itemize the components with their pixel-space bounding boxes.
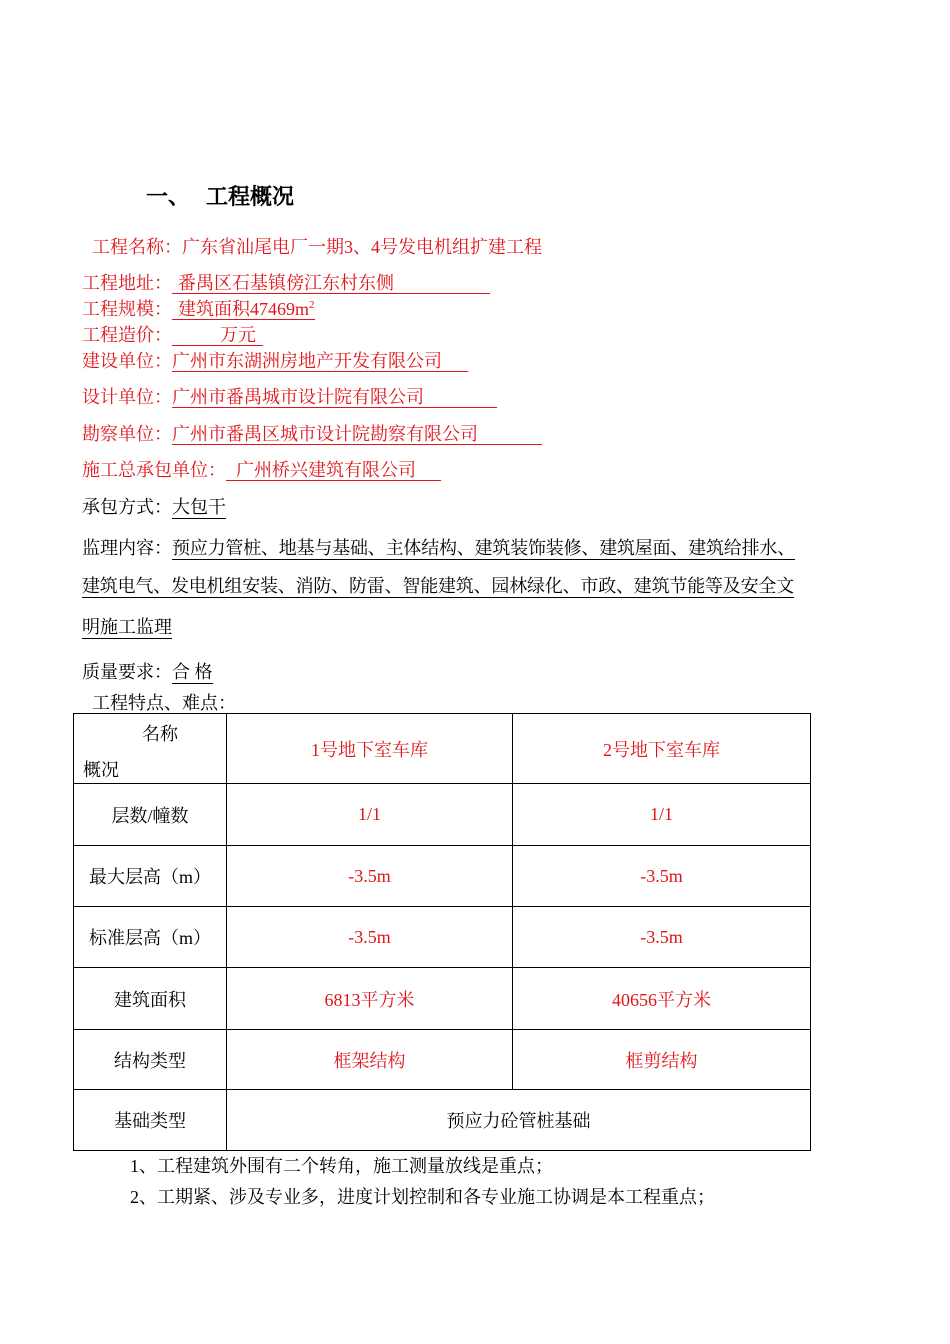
row-value-1: 6813平方米 [227, 968, 513, 1030]
row-value-1: -3.5m [227, 846, 513, 907]
contractor-label: 施工总承包单位： [82, 460, 226, 480]
project-name-value: 广东省汕尾电厂一期3、4号发电机组扩建工程 [182, 237, 542, 257]
designer-line [82, 383, 497, 409]
corner-top-label: 名称 [142, 724, 178, 744]
supervision-text-1: 预应力管桩、地基与基础、主体结构、建筑装饰装修、建筑屋面、建筑给排水、 [172, 538, 795, 558]
project-name-line [92, 233, 542, 259]
table-header-row [74, 714, 811, 784]
row-label: 结构类型 [74, 1030, 227, 1090]
project-address-line [82, 269, 490, 295]
owner-label: 建设单位： [82, 351, 172, 371]
note-item: 2、工期紧、涉及专业多，进度计划控制和各专业施工协调是本工程重点； [130, 1187, 715, 1207]
surveyor-value: 广州市番禺区城市设计院勘察有限公司 [172, 424, 478, 444]
project-scale-sup: 2 [309, 299, 315, 311]
foundation-label: 基础类型 [74, 1090, 227, 1151]
project-address-label: 工程地址： [82, 273, 172, 293]
project-scale-line [82, 295, 315, 321]
contractor-value: 广州桥兴建筑有限公司 [236, 460, 416, 480]
row-value-2: -3.5m [513, 907, 811, 968]
contractor-line [82, 456, 441, 482]
row-value-1: -3.5m [227, 907, 513, 968]
owner-value: 广州市东湖洲房地产开发有限公司 [172, 351, 442, 371]
section-number: 一、 [146, 185, 191, 210]
contract-mode-label: 承包方式： [82, 497, 172, 517]
owner-line [82, 347, 468, 373]
row-value-2: 1/1 [513, 784, 811, 846]
corner-bottom-label: 概况 [83, 760, 119, 780]
supervision-text-2: 建筑电气、发电机组安装、消防、防雷、智能建筑、园林绿化、市政、建筑节能等及安全文 [82, 576, 794, 596]
supervision-line-2 [82, 575, 794, 598]
foundation-value: 预应力砼管桩基础 [227, 1090, 811, 1151]
project-scale-label: 工程规模： [82, 299, 172, 319]
row-value-1: 框架结构 [227, 1030, 513, 1090]
row-value-1: 1/1 [227, 784, 513, 846]
note-item: 1、工程建筑外围有二个转角，施工测量放线是重点； [130, 1156, 553, 1176]
designer-label: 设计单位： [82, 387, 172, 407]
project-name-label: 工程名称： [92, 237, 182, 257]
table-row [74, 968, 811, 1030]
project-cost-line [82, 321, 263, 347]
quality-label: 质量要求： [82, 662, 172, 682]
supervision-label: 监理内容： [82, 538, 172, 558]
contract-mode-value: 大包干 [172, 497, 226, 517]
table-row [74, 846, 811, 907]
row-label: 最大层高（m） [74, 846, 227, 907]
project-cost-value: 万元 [220, 325, 256, 345]
row-label: 层数/幢数 [74, 784, 227, 846]
quality-value: 合 格 [172, 662, 213, 682]
table-row [74, 1030, 811, 1090]
surveyor-line [82, 420, 542, 446]
features-label: 工程特点、难点： [92, 693, 236, 713]
row-value-2: -3.5m [513, 846, 811, 907]
contract-mode-line [82, 493, 226, 519]
column-header-1: 1号地下室车库 [227, 714, 513, 784]
supervision-text-3: 明施工监理 [82, 617, 172, 637]
quality-line [82, 658, 213, 684]
row-value-2: 框剪结构 [513, 1030, 811, 1090]
supervision-line-3 [82, 616, 172, 639]
corner-cell [74, 714, 227, 784]
supervision-line-1 [82, 534, 795, 560]
column-header-2: 2号地下室车库 [513, 714, 811, 784]
row-value-2: 40656平方米 [513, 968, 811, 1030]
section-title: 工程概况 [206, 185, 295, 210]
project-address-value: 番禺区石基镇傍江东村东侧 [178, 273, 394, 293]
overview-table [73, 713, 811, 1151]
row-label: 标准层高（m） [74, 907, 227, 968]
project-scale-value: 建筑面积47469m [178, 299, 310, 319]
designer-value: 广州市番禺城市设计院有限公司 [172, 387, 424, 407]
table-row [74, 784, 811, 846]
foundation-row [74, 1090, 811, 1151]
surveyor-label: 勘察单位： [82, 424, 172, 444]
table-row [74, 907, 811, 968]
project-cost-label: 工程造价： [82, 325, 172, 345]
row-label: 建筑面积 [74, 968, 227, 1030]
